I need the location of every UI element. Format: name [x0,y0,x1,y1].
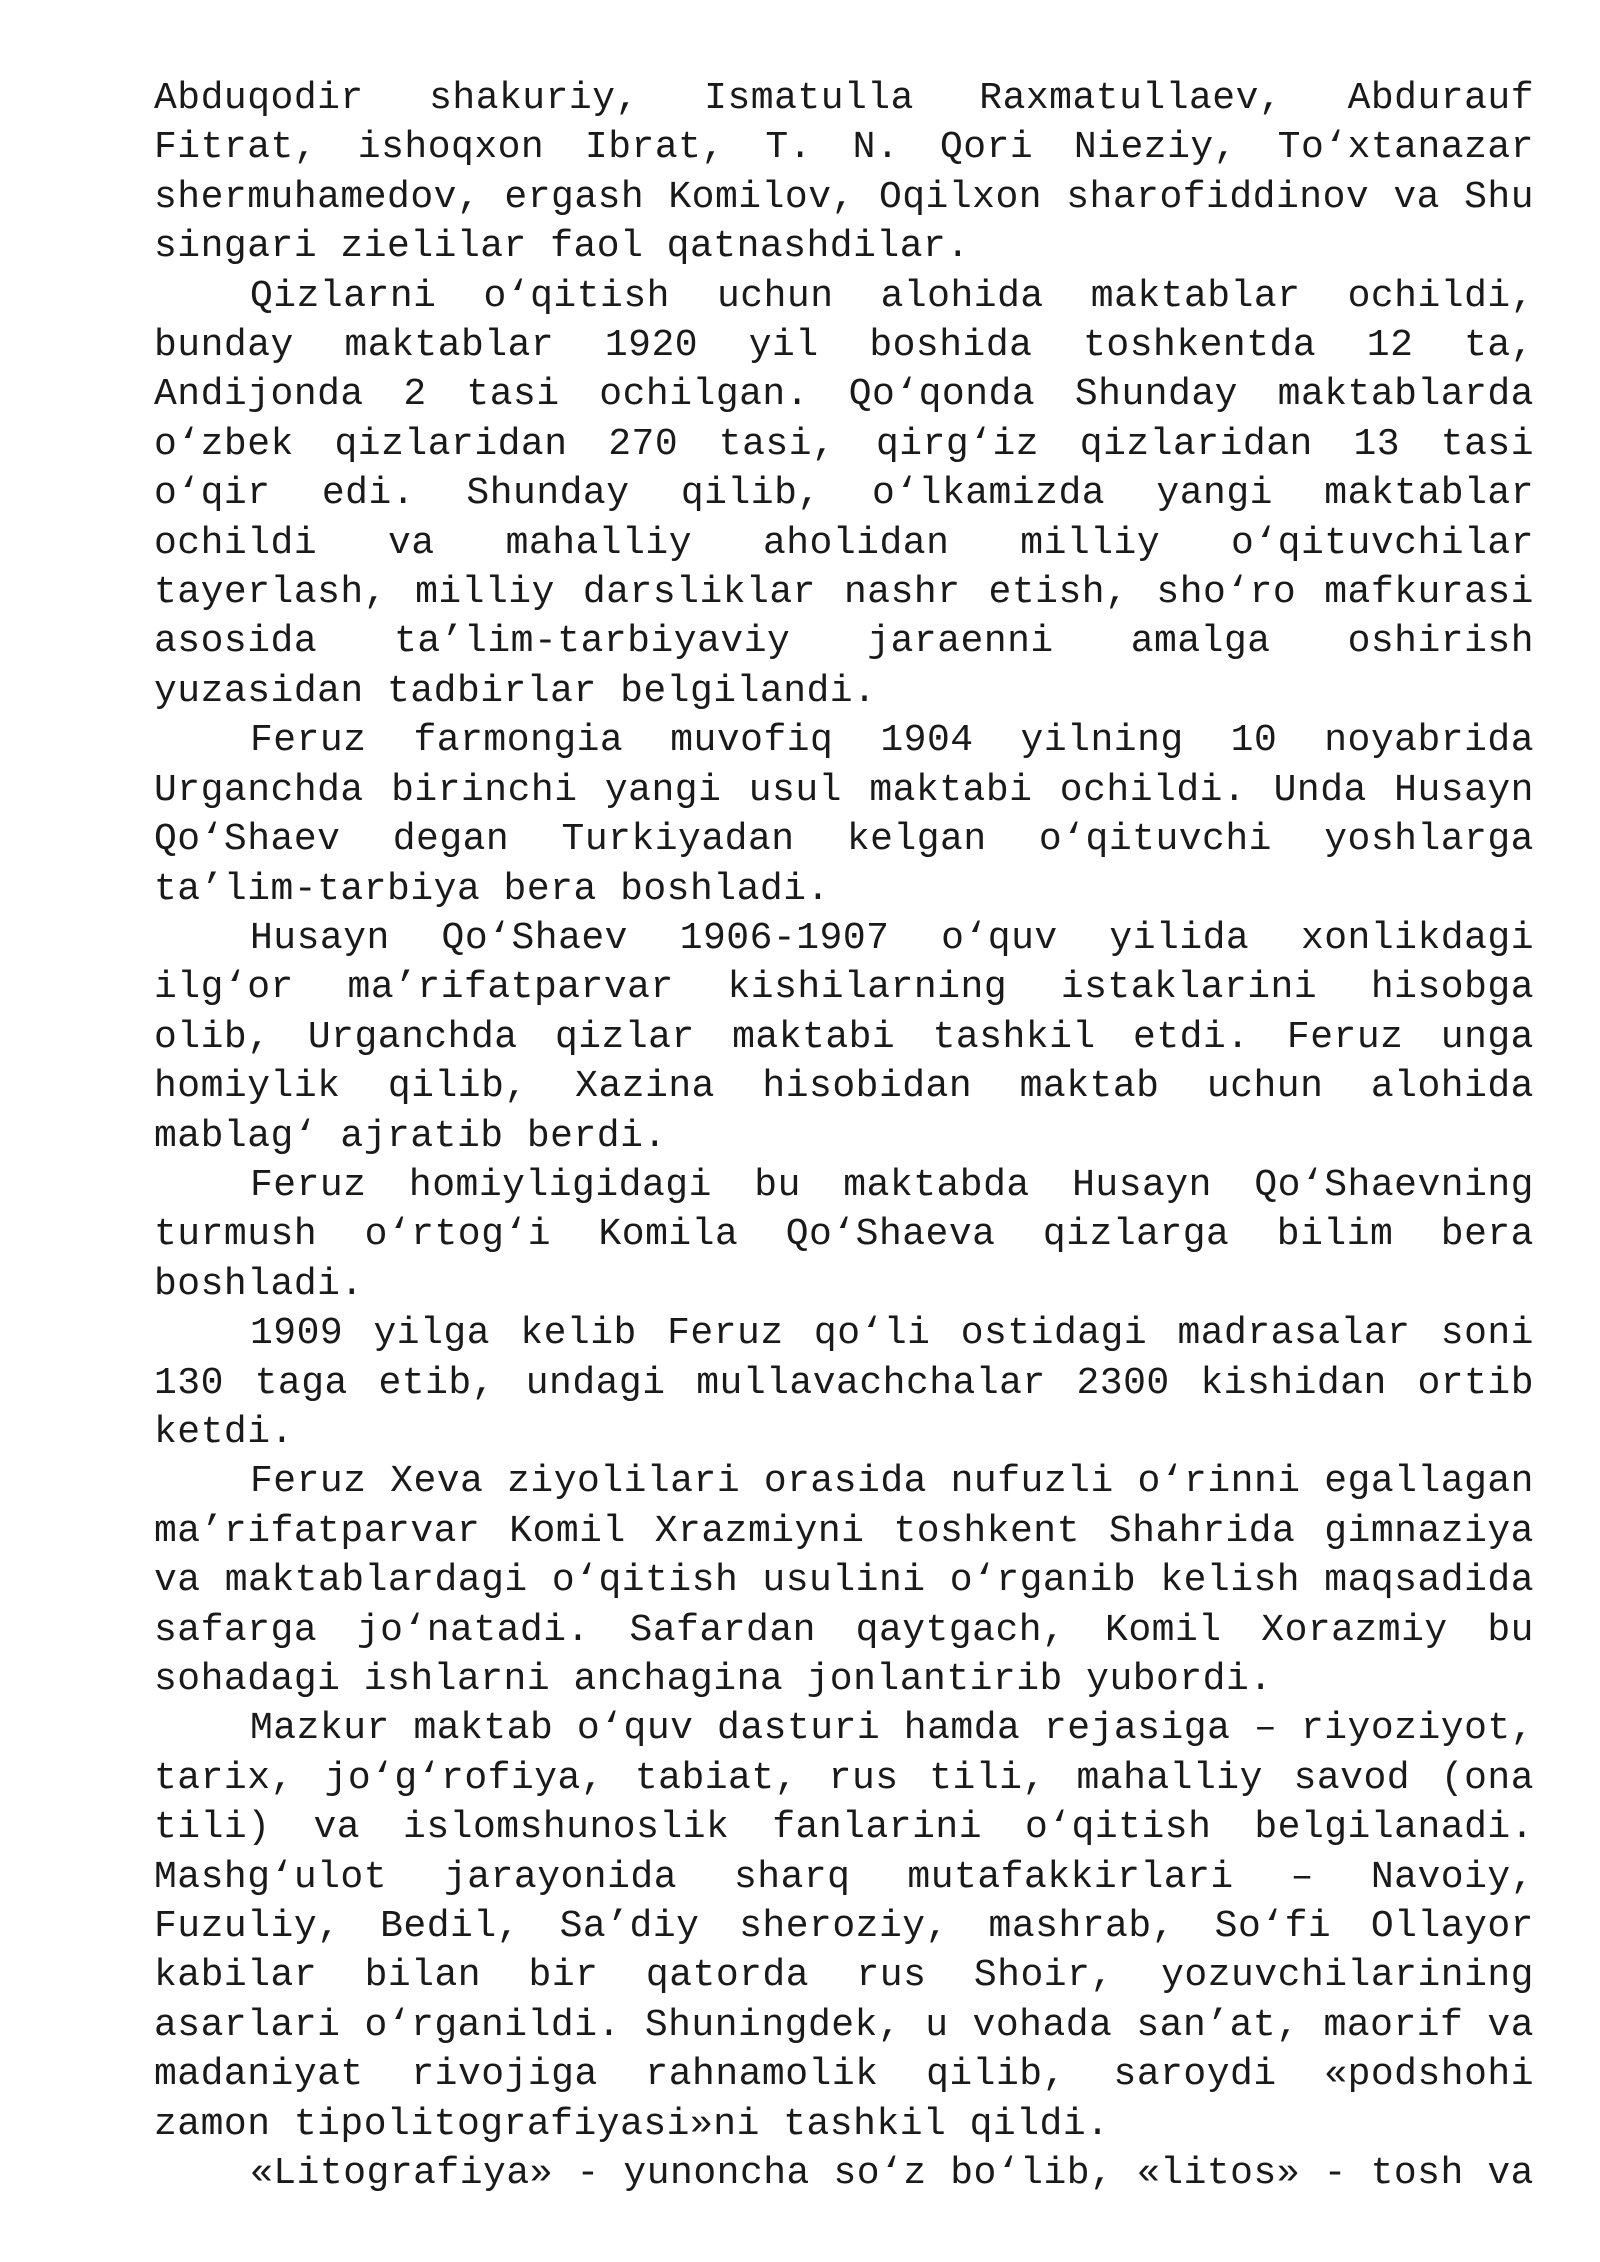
document-page [154,74,1534,2198]
paragraph-7: Feruz Xeva ziyolilari orasida nufuzli o‘rinni egallagan ma’rifatparvar Komil Xrazmiyni toshkent Shahrida gimnaziya va maktablardagi o‘qitish usulini o‘rganib kelish maqsadida safarga jo‘natadi. Safardan qaytgach, Komil Xorazmiy bu sohadagi ishlarni anchagina jonlantirib yubordi. [154,1460,1534,1701]
paragraph-8: Mazkur maktab o‘quv dasturi hamda rejasiga – riyoziyot, tarix, jo‘g‘rofiya, tabiat, rus tili, mahalliy savod (ona tili) va islomshunoslik fanlarini o‘qitish belgilanadi. Mashg‘ulot jarayonida sharq mutafakkirlari – Navoiy, Fuzuliy, Bedil, Sa’diy sheroziy, mashrab, So‘fi Ollayor kabilar bilan bir qatorda rus Shoir, yozuvchilarining asarlari o‘rganildi. Shuningdek, u vohada san’at, maorif va madaniyat rivojiga rahnamolik qilib, saroydi «podshohi zamon tipolitografiyasi»ni tashkil qildi. [154,1707,1534,2146]
paragraph-4: Husayn Qo‘Shaev 1906-1907 o‘quv yilida xonlikdagi ilg‘or ma’rifatparvar kishilarning istaklarini hisobga olib, Urganchda qizlar maktabi tashkil etdi. Feruz unga homiylik qilib, Xazina hisobidan maktab uchun alohida mablag‘ ajratib berdi. [154,916,1534,1158]
paragraph-2: Qizlarni o‘qitish uchun alohida maktablar ochildi, bunday maktablar 1920 yil boshida toshkentda 12 ta, Andijonda 2 tasi ochilgan. Qo‘qonda Shunday maktablarda o‘zbek qizlaridan 270 tasi, qirg‘iz qizlaridan 13 tasi o‘qir edi. Shunday qilib, o‘lkamizda yangi maktablar ochildi va mahalliy aholidan milliy o‘qituvchilar tayerlash, milliy darsliklar nashr etish, sho‘ro mafkurasi asosida ta’lim-tarbiyaviy jaraenni amalga oshirish yuzasidan tadbirlar belgilandi. [154,274,1534,713]
paragraph-3: Feruz farmongia muvofiq 1904 yilning 10 noyabrida Urganchda birinchi yangi usul maktabi ochildi. Unda Husayn Qo‘Shaev degan Turkiyadan kelgan o‘qituvchi yoshlarga ta’lim-tarbiya bera boshladi. [154,719,1534,911]
paragraph-6: 1909 yilga kelib Feruz qo‘li ostidagi madrasalar soni 130 taga etib, undagi mullavachchalar 2300 kishidan ortib ketdi. [154,1312,1534,1454]
paragraph-1: Abduqodir shakuriy, Ismatulla Raxmatullaev, Abdurauf Fitrat, ishoqxon Ibrat, T. N. Qori Nieziy, To‘xtanazar shermuhamedov, ergash Komilov, Oqilxon sharofiddinov va Shu singari zielilar faol qatnashdilar. [154,77,1534,269]
paragraph-5: Feruz homiyligidagi bu maktabda Husayn Qo‘Shaevning turmush o‘rtog‘i Komila Qo‘Shaeva qizlarga bilim bera boshladi. [154,1163,1534,1306]
paragraph-9: «Litografiya» - yunoncha so‘z bo‘lib, «litos» - tosh va [250,2152,1534,2196]
